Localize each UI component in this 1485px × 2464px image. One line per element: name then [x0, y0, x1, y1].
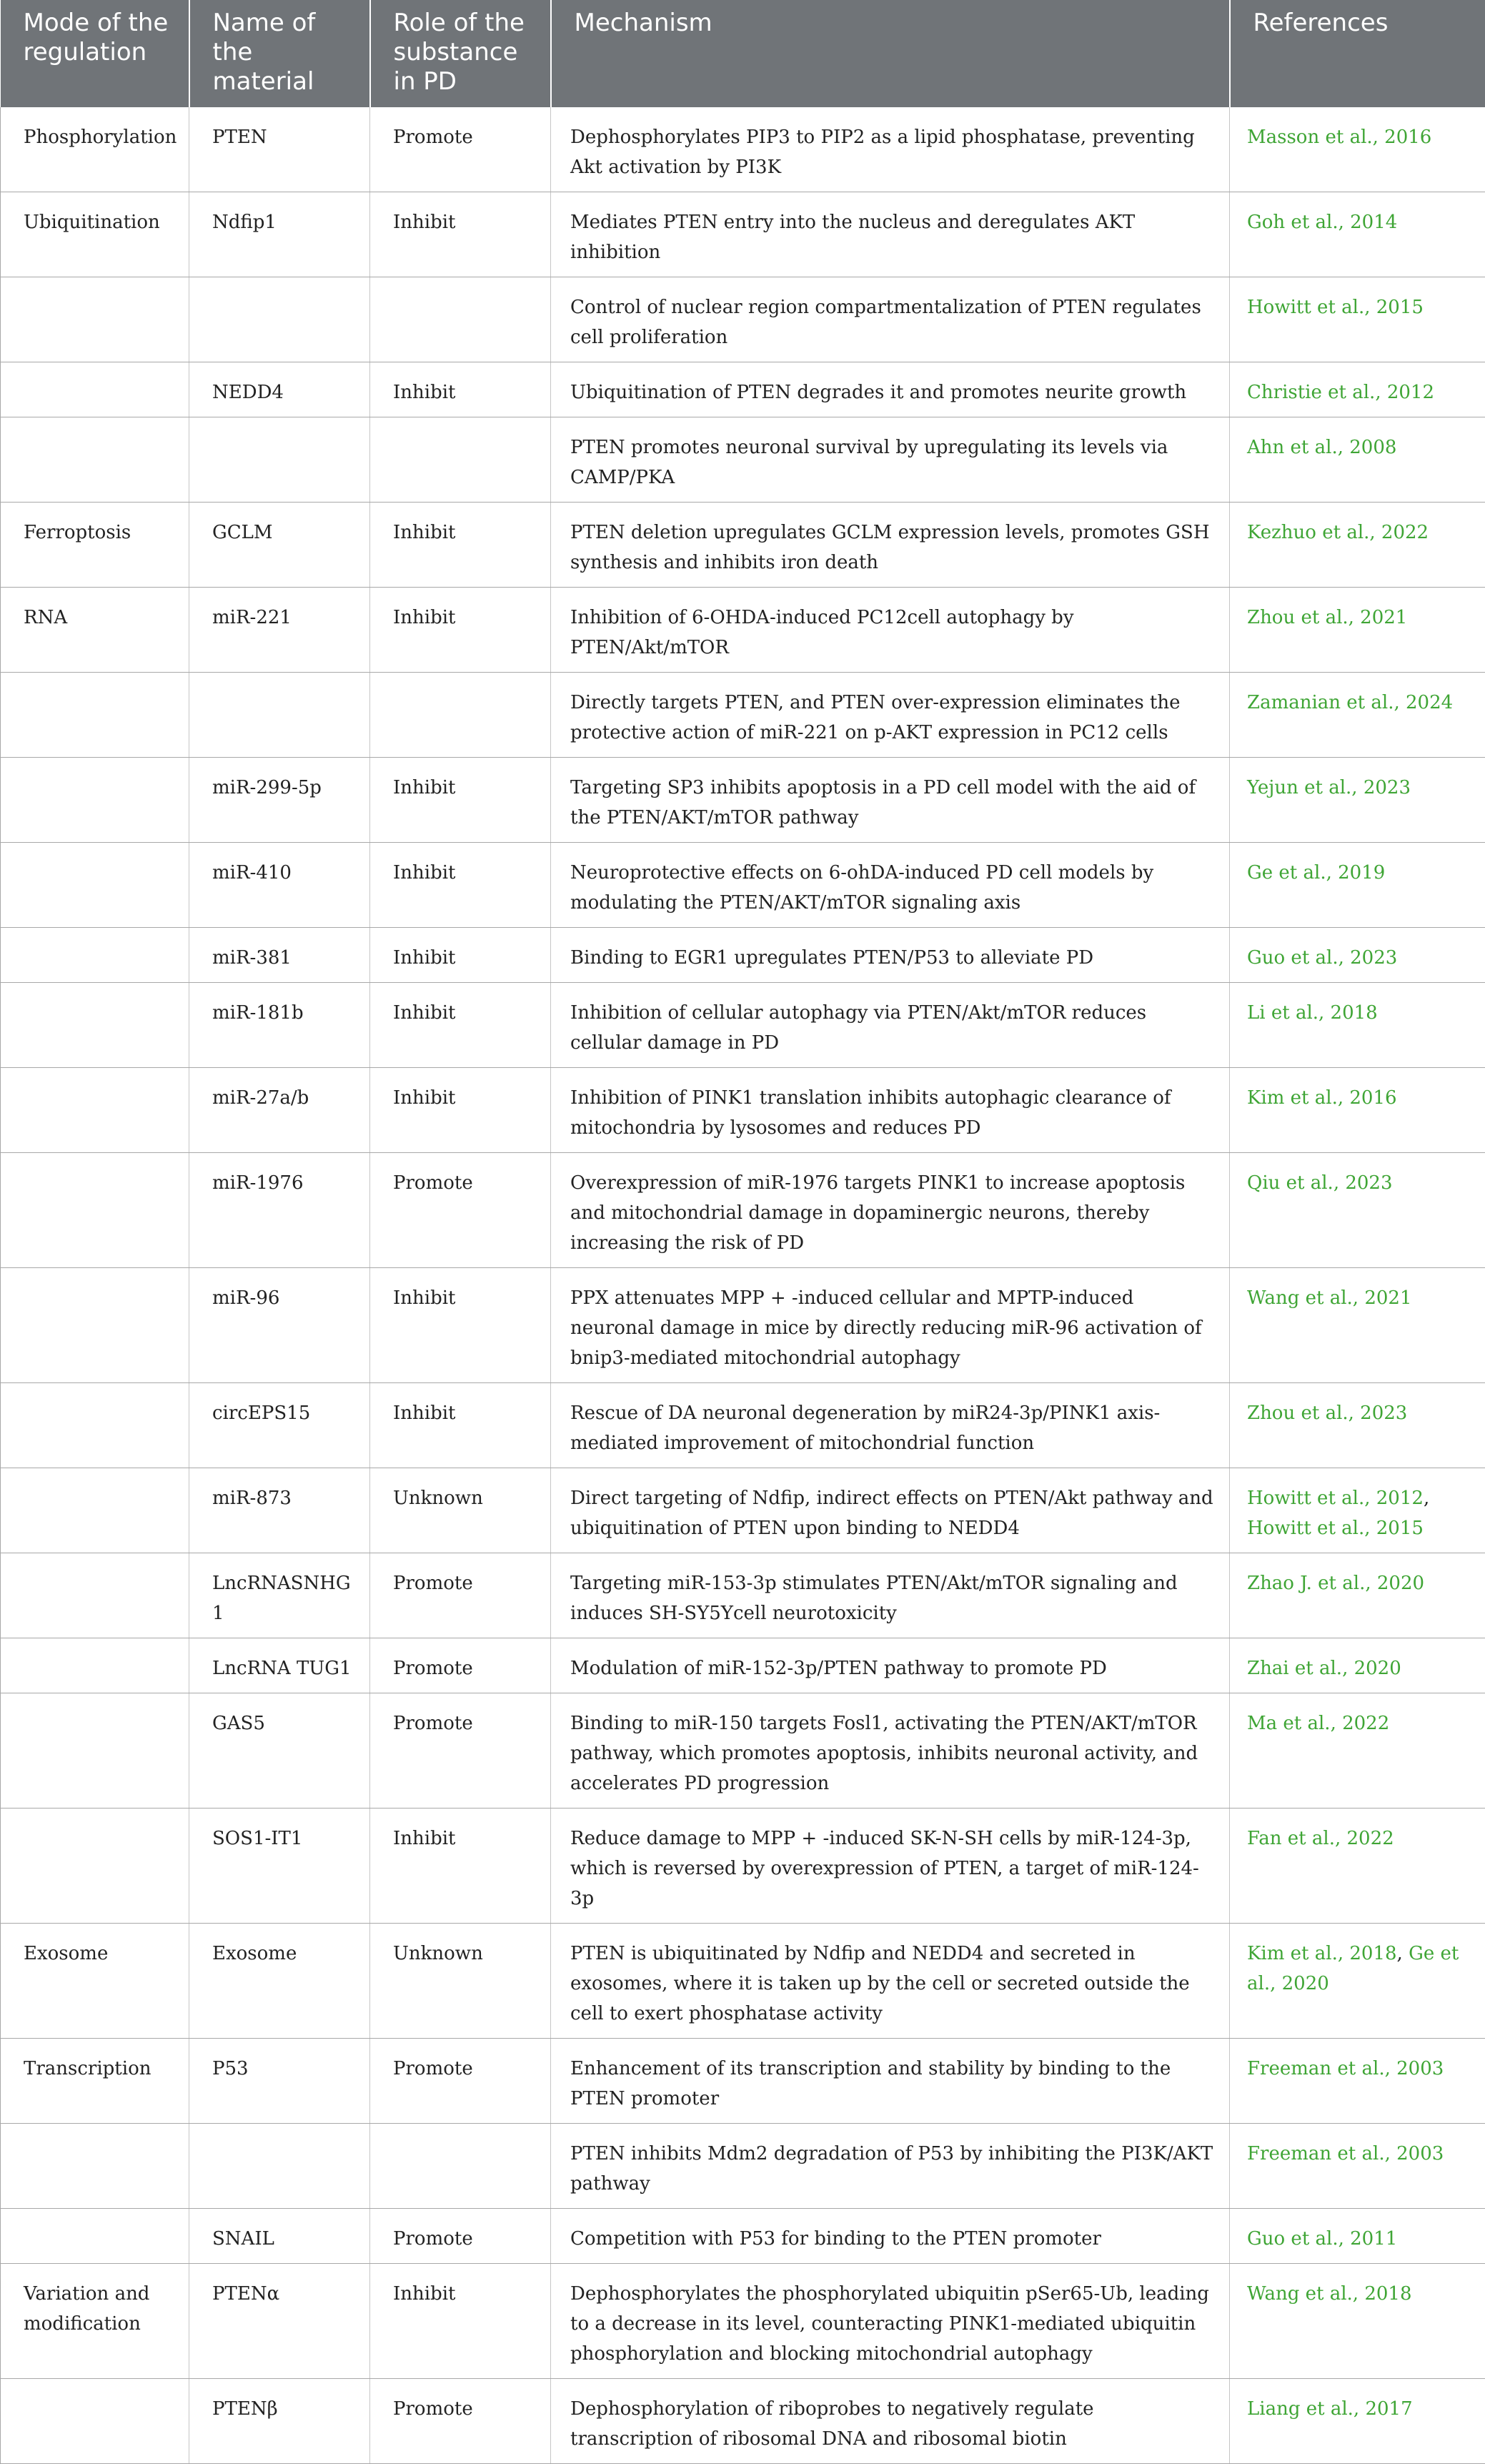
cell-role: Inhibit	[370, 1383, 551, 1468]
reference-link[interactable]: Kim et al., 2016	[1247, 1087, 1397, 1109]
cell-mode	[1, 1638, 189, 1693]
cell-role: Promote	[370, 1693, 551, 1809]
table-row	[1, 503, 1485, 588]
cell-references	[1230, 928, 1485, 983]
cell-mode	[1, 2124, 189, 2209]
table-row	[1, 1693, 1485, 1809]
cell-role: Inhibit	[370, 983, 551, 1068]
cell-mode: Ubiquitination	[1, 192, 189, 277]
cell-material: circEPS15	[189, 1383, 370, 1468]
cell-role	[370, 2124, 551, 2209]
cell-role: Inhibit	[370, 928, 551, 983]
reference-link[interactable]: Ma et al., 2022	[1247, 1713, 1389, 1734]
reference-link[interactable]: Wang et al., 2018	[1247, 2283, 1412, 2305]
reference-link[interactable]: Ge et al., 2019	[1247, 862, 1385, 884]
reference-link[interactable]: Freeman et al., 2003	[1247, 2143, 1444, 2164]
cell-mode	[1, 673, 189, 758]
cell-references	[1230, 2264, 1485, 2379]
cell-role	[370, 673, 551, 758]
reference-link[interactable]: Ge et al., 2020	[1247, 1943, 1459, 1994]
cell-role: Promote	[370, 2379, 551, 2464]
table-row	[1, 2209, 1485, 2264]
reference-link[interactable]: Zhao J. et al., 2020	[1247, 1573, 1424, 1594]
cell-mode: Variation and modification	[1, 2264, 189, 2379]
reference-separator: ,	[1424, 1488, 1429, 1509]
reference-link[interactable]: Wang et al., 2021	[1247, 1287, 1412, 1309]
cell-mechanism: Dephosphorylates PIP3 to PIP2 as a lipid phosphatase, preventing Akt activation by PI3K	[551, 107, 1230, 192]
cell-mechanism: Modulation of miR-152-3p/PTEN pathway to promote PD	[551, 1638, 1230, 1693]
cell-mechanism: PTEN inhibits Mdm2 degradation of P53 by inhibiting the PI3K/AKT pathway	[551, 2124, 1230, 2209]
cell-material: miR-381	[189, 928, 370, 983]
cell-references	[1230, 1693, 1485, 1809]
cell-mechanism: Competition with P53 for binding to the PTEN promoter	[551, 2209, 1230, 2264]
cell-material: GAS5	[189, 1693, 370, 1809]
cell-mode	[1, 1553, 189, 1638]
cell-mechanism: Targeting SP3 inhibits apoptosis in a PD cell model with the aid of the PTEN/AKT/mTOR pathway	[551, 758, 1230, 843]
cell-mechanism: Direct targeting of Ndfip, indirect effects on PTEN/Akt pathway and ubiquitination of PTEN upon binding to NEDD4	[551, 1468, 1230, 1553]
cell-mode	[1, 1383, 189, 1468]
cell-material: PTENβ	[189, 2379, 370, 2464]
cell-mode	[1, 1693, 189, 1809]
reference-link[interactable]: Liang et al., 2017	[1247, 2398, 1413, 2420]
cell-role: Inhibit	[370, 1809, 551, 1924]
reference-separator: ,	[1397, 1943, 1409, 1964]
cell-material: miR-873	[189, 1468, 370, 1553]
cell-material: Exosome	[189, 1924, 370, 2039]
cell-mechanism: PTEN is ubiquitinated by Ndfip and NEDD4 and secreted in exosomes, where it is taken up by the cell or secreted outside the cell to exert phosphatase activity	[551, 1924, 1230, 2039]
cell-mode	[1, 1468, 189, 1553]
header-mechanism: Mechanism	[551, 0, 1230, 107]
reference-link[interactable]: Goh et al., 2014	[1247, 212, 1397, 233]
cell-references	[1230, 362, 1485, 417]
cell-material: Ndfip1	[189, 192, 370, 277]
cell-mechanism: Control of nuclear region compartmentalization of PTEN regulates cell proliferation	[551, 277, 1230, 362]
cell-material	[189, 417, 370, 503]
cell-material: P53	[189, 2039, 370, 2124]
cell-mode	[1, 1809, 189, 1924]
cell-role: Inhibit	[370, 362, 551, 417]
header-material: Name of the material	[189, 0, 370, 107]
cell-references	[1230, 2039, 1485, 2124]
cell-mechanism: Inhibition of cellular autophagy via PTEN/Akt/mTOR reduces cellular damage in PD	[551, 983, 1230, 1068]
cell-mechanism: PTEN deletion upregulates GCLM expression levels, promotes GSH synthesis and inhibits iron death	[551, 503, 1230, 588]
cell-mode: Phosphorylation	[1, 107, 189, 192]
cell-material	[189, 673, 370, 758]
cell-mechanism: Rescue of DA neuronal degeneration by miR24-3p/PINK1 axis-mediated improvement of mitochondrial function	[551, 1383, 1230, 1468]
header-references: References	[1230, 0, 1485, 107]
cell-mode	[1, 1153, 189, 1268]
table-row	[1, 2379, 1485, 2464]
table-row	[1, 1268, 1485, 1383]
cell-role: Promote	[370, 1553, 551, 1638]
table-row	[1, 277, 1485, 362]
cell-mode	[1, 2379, 189, 2464]
cell-mechanism: Overexpression of miR-1976 targets PINK1 to increase apoptosis and mitochondrial damage in dopaminergic neurons, thereby increasing the risk of PD	[551, 1153, 1230, 1268]
table-row	[1, 588, 1485, 673]
cell-material: miR-410	[189, 843, 370, 928]
table-row	[1, 1809, 1485, 1924]
cell-mechanism: PPX attenuates MPP + -induced cellular and MPTP-induced neuronal damage in mice by directly reducing miR-96 activation of bnip3-mediated mitochondrial autophagy	[551, 1268, 1230, 1383]
cell-role: Promote	[370, 1638, 551, 1693]
cell-mode: Ferroptosis	[1, 503, 189, 588]
table-row	[1, 2264, 1485, 2379]
cell-references	[1230, 758, 1485, 843]
cell-references	[1230, 2379, 1485, 2464]
cell-mechanism: Inhibition of PINK1 translation inhibits autophagic clearance of mitochondria by lysosomes and reduces PD	[551, 1068, 1230, 1153]
cell-material: GCLM	[189, 503, 370, 588]
cell-role: Unknown	[370, 1468, 551, 1553]
cell-references	[1230, 2124, 1485, 2209]
cell-references	[1230, 503, 1485, 588]
cell-mechanism: Dephosphorylation of riboprobes to negatively regulate transcription of ribosomal DNA and ribosomal biotin	[551, 2379, 1230, 2464]
header-role: Role of the substance in PD	[370, 0, 551, 107]
cell-material: miR-96	[189, 1268, 370, 1383]
cell-mode	[1, 843, 189, 928]
header-mode: Mode of the regulation	[1, 0, 189, 107]
cell-references	[1230, 588, 1485, 673]
cell-material: LncRNA TUG1	[189, 1638, 370, 1693]
cell-mode	[1, 758, 189, 843]
reference-link[interactable]: Howitt et al., 2015	[1247, 297, 1424, 318]
cell-references	[1230, 277, 1485, 362]
cell-role: Inhibit	[370, 1268, 551, 1383]
table-body	[1, 107, 1485, 2464]
cell-mode: RNA	[1, 588, 189, 673]
cell-material: miR-181b	[189, 983, 370, 1068]
cell-references	[1230, 107, 1485, 192]
reference-link[interactable]: Howitt et al., 2012	[1247, 1488, 1424, 1509]
cell-references	[1230, 417, 1485, 503]
cell-mechanism: Reduce damage to MPP + -induced SK-N-SH cells by miR-124-3p, which is reversed by overexpression of PTEN, a target of miR-124-3p	[551, 1809, 1230, 1924]
reference-link[interactable]: Guo et al., 2023	[1247, 947, 1397, 969]
table-row	[1, 758, 1485, 843]
cell-mode	[1, 983, 189, 1068]
cell-mode	[1, 928, 189, 983]
cell-references	[1230, 1153, 1485, 1268]
cell-references	[1230, 843, 1485, 928]
table-row	[1, 928, 1485, 983]
cell-material: miR-27a/b	[189, 1068, 370, 1153]
cell-role: Promote	[370, 1153, 551, 1268]
cell-mode	[1, 2209, 189, 2264]
cell-material: PTEN	[189, 107, 370, 192]
table-row	[1, 417, 1485, 503]
cell-references	[1230, 673, 1485, 758]
reference-link[interactable]: Freeman et al., 2003	[1247, 2058, 1444, 2079]
cell-material	[189, 277, 370, 362]
table-row	[1, 1153, 1485, 1268]
cell-mechanism: PTEN promotes neuronal survival by upregulating its levels via CAMP/PKA	[551, 417, 1230, 503]
cell-mode	[1, 277, 189, 362]
cell-mechanism: Binding to EGR1 upregulates PTEN/P53 to alleviate PD	[551, 928, 1230, 983]
table-row	[1, 1553, 1485, 1638]
cell-references	[1230, 1383, 1485, 1468]
cell-mode	[1, 417, 189, 503]
table-row	[1, 192, 1485, 277]
reference-link[interactable]: Kezhuo et al., 2022	[1247, 522, 1429, 543]
reference-link[interactable]: Yejun et al., 2023	[1247, 777, 1411, 798]
cell-role: Promote	[370, 2039, 551, 2124]
cell-references	[1230, 1924, 1485, 2039]
table-row	[1, 843, 1485, 928]
cell-material: SOS1-IT1	[189, 1809, 370, 1924]
cell-role: Promote	[370, 2209, 551, 2264]
cell-references	[1230, 1809, 1485, 1924]
cell-role: Inhibit	[370, 1068, 551, 1153]
cell-mechanism: Targeting miR-153-3p stimulates PTEN/Akt/mTOR signaling and induces SH-SY5Ycell neurotoxicity	[551, 1553, 1230, 1638]
cell-references	[1230, 1638, 1485, 1693]
cell-mechanism: Enhancement of its transcription and stability by binding to the PTEN promoter	[551, 2039, 1230, 2124]
table-row	[1, 362, 1485, 417]
cell-material: miR-221	[189, 588, 370, 673]
cell-references	[1230, 1068, 1485, 1153]
cell-material: miR-299-5p	[189, 758, 370, 843]
cell-references	[1230, 1553, 1485, 1638]
cell-mechanism: Dephosphorylates the phosphorylated ubiquitin pSer65-Ub, leading to a decrease in its level, counteracting PINK1-mediated ubiquitin phosphorylation and blocking mitochondrial autophagy	[551, 2264, 1230, 2379]
cell-material: miR-1976	[189, 1153, 370, 1268]
cell-mechanism: Inhibition of 6-OHDA-induced PC12cell autophagy by PTEN/Akt/mTOR	[551, 588, 1230, 673]
cell-role: Unknown	[370, 1924, 551, 2039]
cell-material: NEDD4	[189, 362, 370, 417]
cell-mechanism: Ubiquitination of PTEN degrades it and promotes neurite growth	[551, 362, 1230, 417]
cell-references	[1230, 983, 1485, 1068]
cell-references	[1230, 1468, 1485, 1553]
cell-role: Inhibit	[370, 192, 551, 277]
reference-link[interactable]: Kim et al., 2018	[1247, 1943, 1397, 1964]
table-row	[1, 1383, 1485, 1468]
reference-link[interactable]: Howitt et al., 2015	[1247, 1518, 1424, 1539]
cell-material: LncRNASNHG1	[189, 1553, 370, 1638]
cell-role	[370, 417, 551, 503]
cell-mode: Transcription	[1, 2039, 189, 2124]
cell-role: Promote	[370, 107, 551, 192]
reference-link[interactable]: Zhou et al., 2023	[1247, 1402, 1407, 1424]
cell-mechanism: Mediates PTEN entry into the nucleus and deregulates AKT inhibition	[551, 192, 1230, 277]
cell-role: Inhibit	[370, 503, 551, 588]
table-row	[1, 1468, 1485, 1553]
reference-link[interactable]: Zhai et al., 2020	[1247, 1658, 1401, 1679]
table-row	[1, 1638, 1485, 1693]
reference-link[interactable]: Li et al., 2018	[1247, 1002, 1378, 1024]
cell-references	[1230, 2209, 1485, 2264]
reference-link[interactable]: Qiu et al., 2023	[1247, 1172, 1393, 1194]
cell-material	[189, 2124, 370, 2209]
table-row	[1, 1068, 1485, 1153]
reference-link[interactable]: Christie et al., 2012	[1247, 382, 1434, 403]
table-row	[1, 673, 1485, 758]
cell-role: Inhibit	[370, 588, 551, 673]
cell-mode	[1, 362, 189, 417]
cell-material: SNAIL	[189, 2209, 370, 2264]
reference-link[interactable]: Ahn et al., 2008	[1247, 437, 1396, 458]
cell-mode	[1, 1268, 189, 1383]
cell-role: Inhibit	[370, 2264, 551, 2379]
cell-role: Inhibit	[370, 758, 551, 843]
cell-role: Inhibit	[370, 843, 551, 928]
cell-mode: Exosome	[1, 1924, 189, 2039]
cell-mechanism: Binding to miR-150 targets Fosl1, activating the PTEN/AKT/mTOR pathway, which promotes apoptosis, inhibits neuronal activity, and accelerates PD progression	[551, 1693, 1230, 1809]
reference-link[interactable]: Zhou et al., 2021	[1247, 607, 1407, 628]
cell-references	[1230, 1268, 1485, 1383]
table-row	[1, 2124, 1485, 2209]
table-row	[1, 2039, 1485, 2124]
cell-material: PTENα	[189, 2264, 370, 2379]
cell-mode	[1, 1068, 189, 1153]
reference-link[interactable]: Fan et al., 2022	[1247, 1828, 1394, 1849]
header-row	[1, 0, 1485, 107]
cell-mechanism: Directly targets PTEN, and PTEN over-expression eliminates the protective action of miR-221 on p-AKT expression in PC12 cells	[551, 673, 1230, 758]
table-row	[1, 983, 1485, 1068]
cell-role	[370, 277, 551, 362]
table-header	[1, 0, 1485, 107]
reference-link[interactable]: Guo et al., 2011	[1247, 2228, 1397, 2250]
reference-link[interactable]: Masson et al., 2016	[1247, 127, 1431, 148]
table-row	[1, 1924, 1485, 2039]
table-row	[1, 107, 1485, 192]
cell-mechanism: Neuroprotective effects on 6-ohDA-induced PD cell models by modulating the PTEN/AKT/mTOR signaling axis	[551, 843, 1230, 928]
cell-references	[1230, 192, 1485, 277]
reference-link[interactable]: Zamanian et al., 2024	[1247, 692, 1453, 713]
